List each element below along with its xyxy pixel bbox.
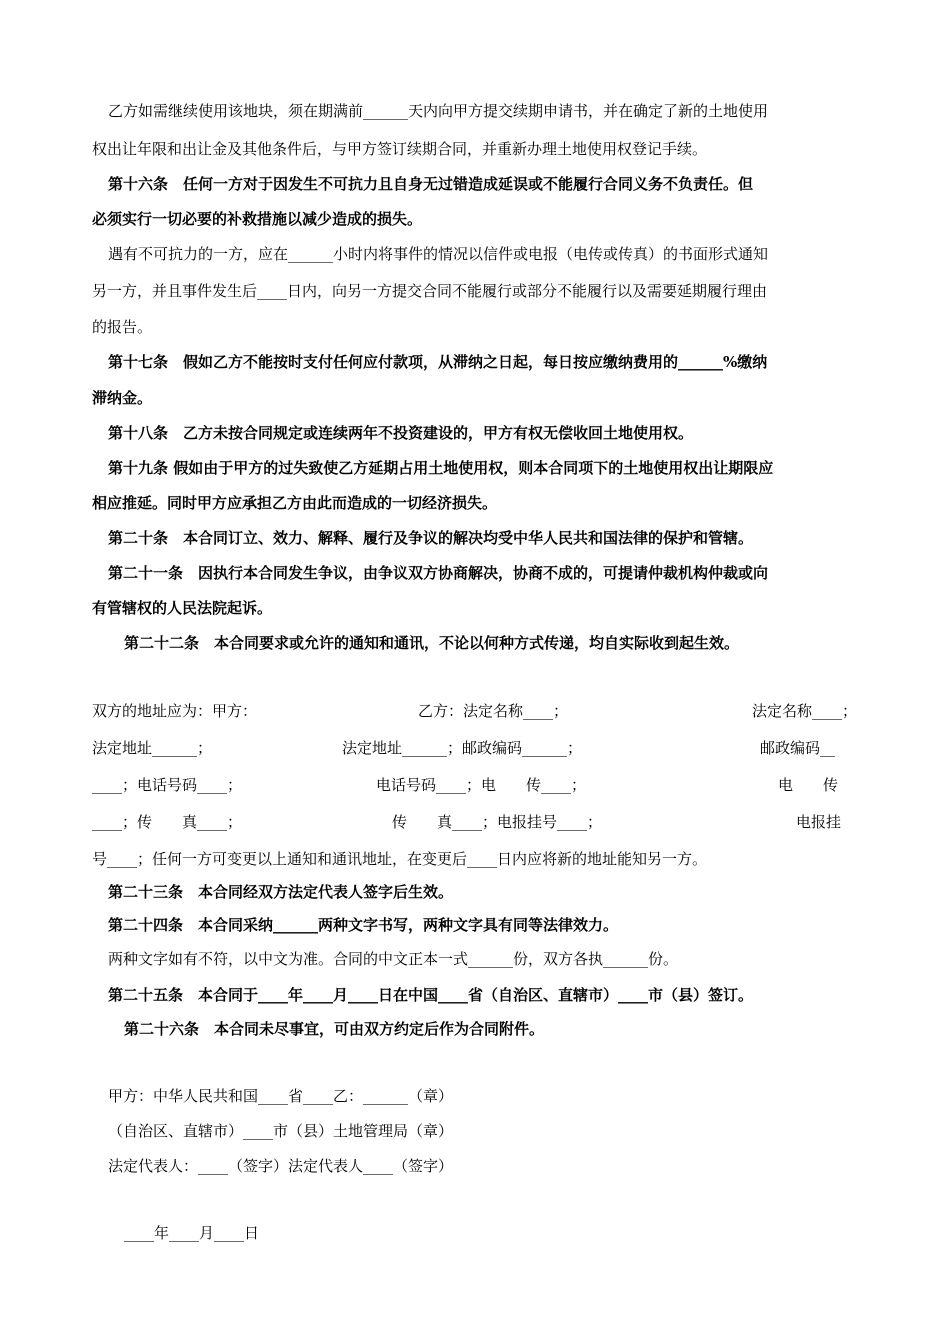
article-16-line1: 第十六条 任何一方对于因发生不可抗力且自身无过错造成延误或不能履行合同义务不负责任。但 — [108, 175, 754, 193]
address-row4-col1: ____；传 真____； — [92, 813, 243, 831]
address-row1-col3: 法定名称____； — [752, 702, 858, 720]
article-21-line2: 有管辖权的人民法院起诉。 — [92, 599, 273, 617]
address-row2-col3: 邮政编码__ — [760, 739, 836, 757]
article-17-line1: 第十七条 假如乙方不能按时支付任何应付款项，从滞纳之日起，每日按应缴纳费用的______%缴纳 — [108, 353, 768, 371]
paragraph-force-majeure-line1: 遇有不可抗力的一方，应在______小时内将事件的情况以信件或电报（电传或传真）的书面形式通知 — [108, 245, 769, 263]
article-19-line1: 第十九条 假如由于甲方的过失致使乙方延期占用土地使用权，则本合同项下的土地使用权出让期限应 — [108, 459, 774, 477]
signature-line2: （自治区、直辖市）____市（县）土地管理局（章） — [108, 1122, 454, 1140]
address-row1-col2: 乙方：法定名称____； — [418, 702, 569, 720]
paragraph-force-majeure-line3: 的报告。 — [92, 318, 153, 336]
paragraph-renewal-line1: 乙方如需继续使用该地块，须在期满前______天内向甲方提交续期申请书，并在确定了新的土地使用 — [108, 102, 769, 120]
address-row1-col1: 双方的地址应为：甲方： — [92, 702, 258, 720]
article-26: 第二十六条 本合同未尽事宜，可由双方约定后作为合同附件。 — [124, 1020, 545, 1038]
address-row4-col2: 传 真____；电报挂号____； — [392, 813, 603, 831]
address-row3-col1: ____；电话号码____； — [92, 776, 243, 794]
address-row2-col2: 法定地址______；邮政编码______； — [342, 739, 583, 757]
article-24: 第二十四条 本合同采纳______两种文字书写，两种文字具有同等法律效力。 — [108, 916, 619, 934]
signature-line1: 甲方：中华人民共和国____省____乙：______（章） — [108, 1087, 454, 1105]
article-20: 第二十条 本合同订立、效力、解释、履行及争议的解决均受中华人民共和国法律的保护和管辖。 — [108, 529, 754, 547]
address-row4-col3: 电报挂 — [796, 813, 842, 831]
article-18: 第十八条 乙方未按合同规定或连续两年不投资建设的，甲方有权无偿收回土地使用权。 — [108, 424, 694, 442]
article-17-line2: 滞纳金。 — [92, 389, 153, 407]
paragraph-renewal-line2: 权出让年限和出让金及其他条件后，与甲方签订续期合同，并重新办理土地使用权登记手续。 — [92, 140, 708, 158]
address-row5: 号____；任何一方可变更以上通知和通讯地址，在变更后____日内应将新的地址能知另一方。 — [92, 850, 708, 868]
article-22: 第二十二条 本合同要求或允许的通知和通讯，不论以何种方式传递，均自实际收到起生效。 — [124, 634, 740, 652]
article-16-line2: 必须实行一切必要的补救措施以减少造成的损失。 — [92, 210, 423, 228]
article-21-line1: 第二十一条 因执行本合同发生争议，由争议双方协商解决，协商不成的，可提请仲裁机构仲裁或向 — [108, 564, 769, 582]
paragraph-languages: 两种文字如有不符，以中文为准。合同的中文正本一式______份，双方各执______份。 — [108, 950, 679, 968]
paragraph-force-majeure-line2: 另一方，并且事件发生后____日内，向另一方提交合同不能履行或部分不能履行以及需要延期履行理由 — [92, 282, 768, 300]
signing-date: ____年____月____日 — [124, 1224, 260, 1242]
article-19-line2: 相应推延。同时甲方应承担乙方由此而造成的一切经济损失。 — [92, 494, 498, 512]
address-row3-col3: 电 传 — [778, 776, 839, 794]
signature-line3: 法定代表人：____（签字）法定代表人____（签字） — [108, 1157, 454, 1175]
article-23: 第二十三条 本合同经双方法定代表人签字后生效。 — [108, 883, 454, 901]
article-25: 第二十五条 本合同于____年____月____日在中国____省（自治区、直辖市）____市（县）签订。 — [108, 986, 754, 1004]
address-row3-col2: 电话号码____；电 传____； — [376, 776, 587, 794]
address-row2-col1: 法定地址______； — [92, 739, 213, 757]
